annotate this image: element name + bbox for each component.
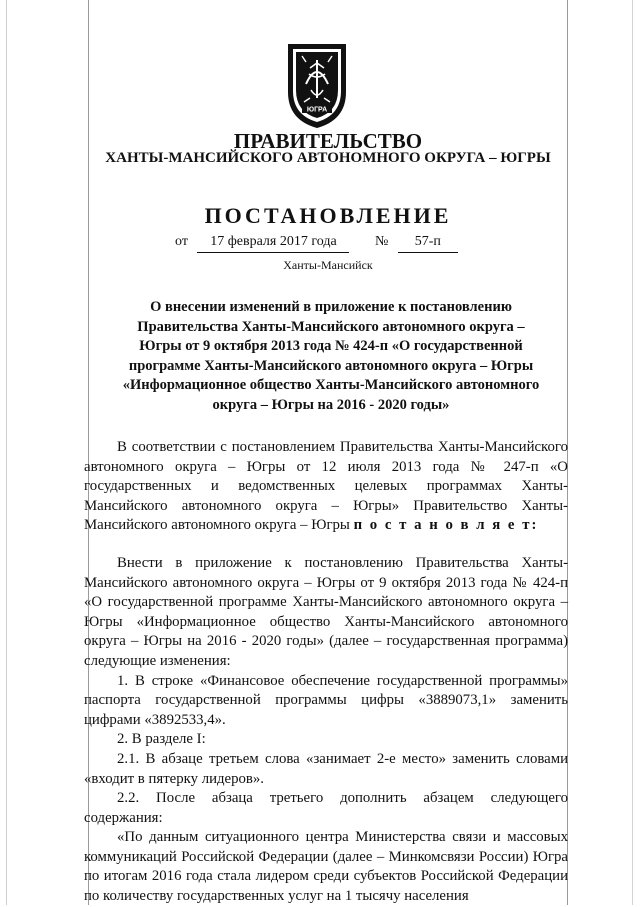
document-date: 17 февраля 2017 года [197, 232, 349, 253]
coat-of-arms-icon [284, 40, 350, 130]
document-number: 57-п [398, 232, 458, 253]
preamble-text: В соответствии с постановлением Правительства Ханты-Мансийского автономного округа – Югры от 12 июля 2013 года № 247-п «О государственных и ведомственных целевых программах Ханты-Мансийского автономного округа – Югры» Правительство Ханты-Мансийского автономного округа – Югры [84, 439, 568, 534]
city: Ханты-Мансийск [283, 258, 373, 272]
scan-edge-right [632, 0, 633, 905]
document-body [84, 438, 568, 907]
body-paragraph: 2. В разделе I: [117, 731, 206, 748]
body-paragraph: 2.2. После абзаца третьего дополнить абзацем следующего содержания: [84, 790, 568, 826]
document-heading: О внесении изменений в приложение к постановлению Правительства Ханты-Мансийского автономного округа – Югры от 9 октября 2013 года № 424-п «О государственной программе Ханты-Мансийского автономного округа – Югры «Информационное общество Ханты-Мансийского автономного округа – Югры на 2016 - 2020 годы» [122, 299, 540, 413]
body-paragraph: 2.1. В абзаце третьем слова «занимает 2-е место» заменить словами «входит в пятерку лидеров». [84, 750, 568, 787]
emblem-label: ЮГРА [306, 106, 328, 114]
document-type: ПОСТАНОВЛЕНИЕ [204, 203, 452, 228]
body-paragraph: 1. В строке «Финансовое обеспечение государственной программы» паспорта государственной программы цифры «3889073,1» заменить цифрами «3892533,4». [84, 672, 568, 728]
body-paragraph: Внести в приложение к постановлению Правительства Ханты-Мансийского автономного округа – Югры от 9 октября 2013 года № 424-п «О государственной программе Ханты-Мансийского автономного округа – Югры «Информационное общество Ханты-Мансийского автономного округа – Югры на 2016 - 2020 годы» (далее – государственная программа) следующие изменения: [84, 554, 568, 669]
government-title: ПРАВИТЕЛЬСТВО [233, 129, 423, 153]
region-title: ХАНТЫ-МАНСИЙСКОГО АВТОНОМНОГО ОКРУГА – ЮГРЫ [105, 150, 551, 166]
number-label: № [374, 234, 389, 249]
date-number-line [175, 232, 458, 253]
preamble-paragraph [84, 438, 568, 536]
scan-edge-left [6, 0, 7, 905]
body-paragraph: «По данным ситуационного центра Министерства связи и массовых коммуникаций Российской Федерации (далее – Минкомсвязи России) Югра по итогам 2016 года стала лидером среди субъектов Российской Федерации по количеству государственных услуг на 1 тысячу населения [84, 829, 568, 905]
date-label: от [175, 234, 188, 249]
resolves-word: п о с т а н о в л я е т: [353, 517, 539, 534]
